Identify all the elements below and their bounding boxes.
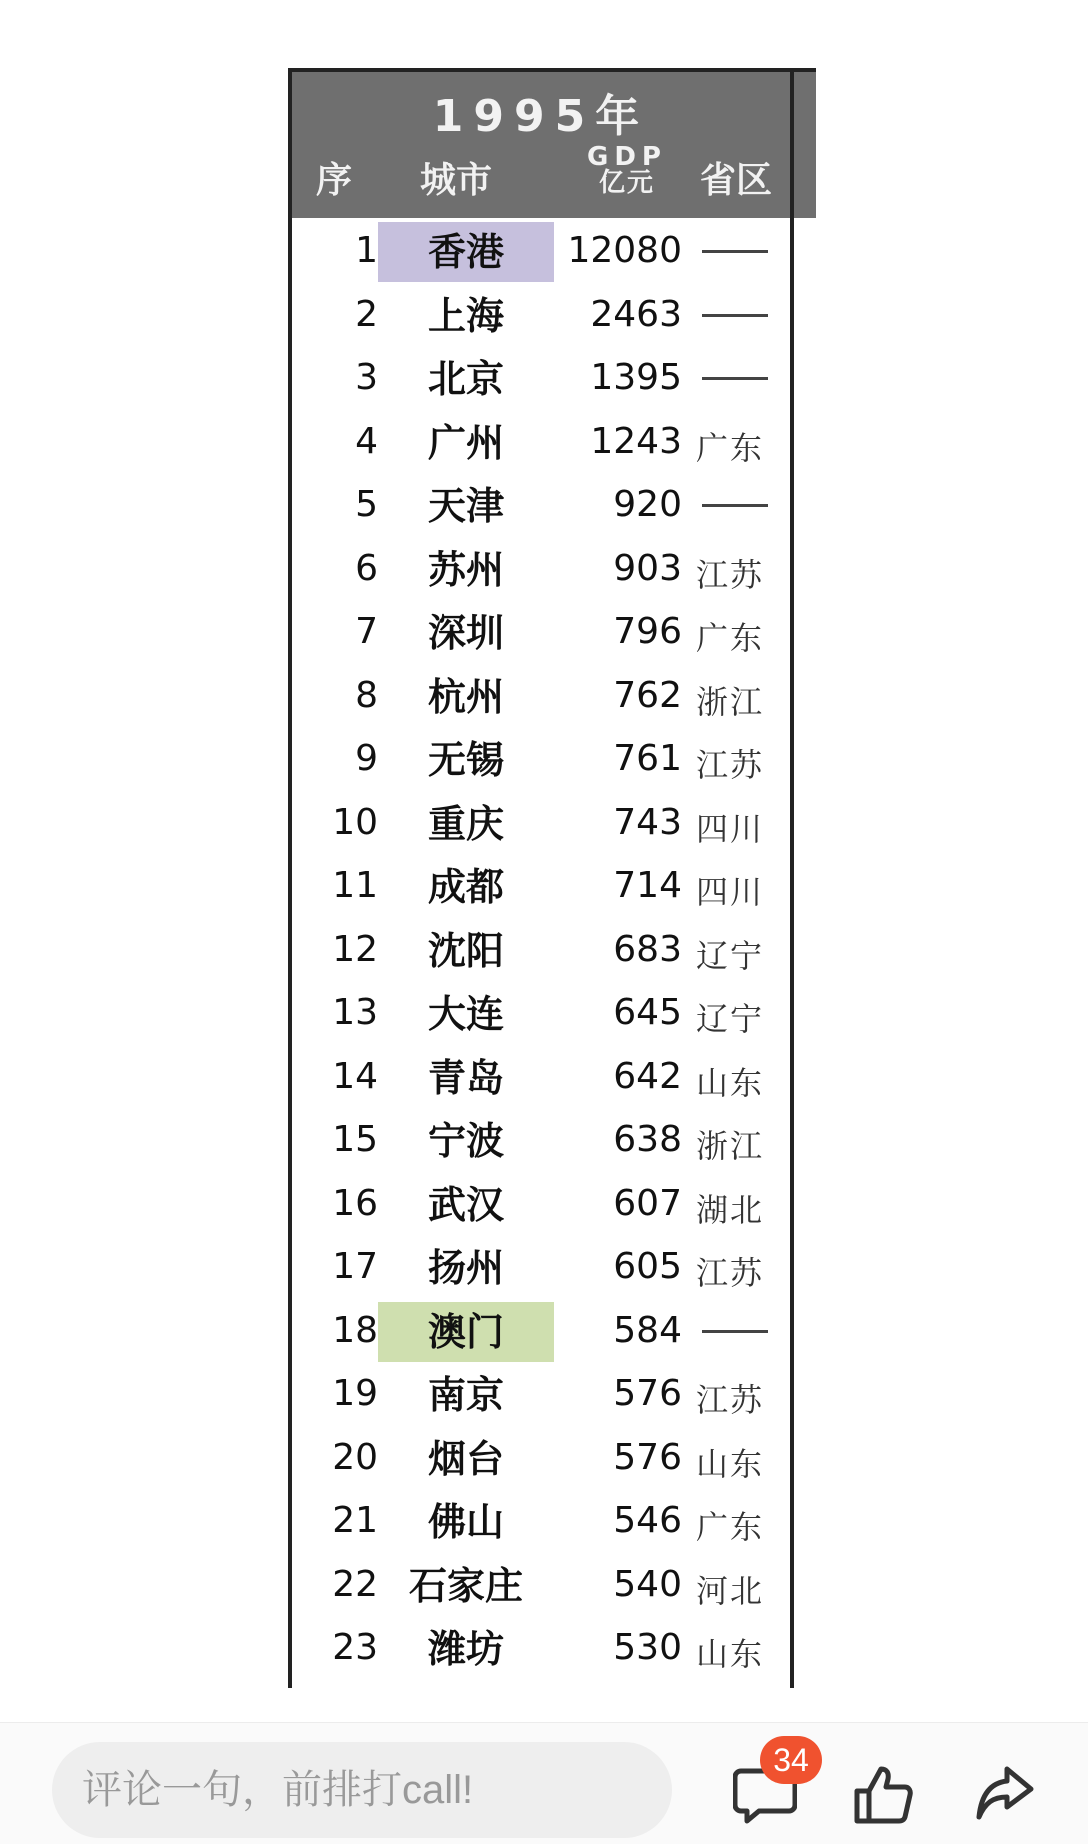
row-city: 上海 xyxy=(427,293,504,338)
header-gdp-label: GDP xyxy=(587,142,667,172)
row-rank: 10 xyxy=(332,801,378,843)
header-rank: 序 xyxy=(316,160,353,201)
table-row xyxy=(292,792,790,856)
row-city: 香港 xyxy=(378,222,554,282)
row-rank: 17 xyxy=(332,1246,378,1287)
table-row xyxy=(292,919,790,983)
table-row xyxy=(292,538,790,602)
row-city: 南京 xyxy=(427,1373,504,1417)
table-row xyxy=(292,284,790,348)
table-row xyxy=(292,220,790,284)
table-row xyxy=(292,665,790,729)
row-rank: 9 xyxy=(355,738,378,779)
row-gdp: 1243 xyxy=(590,420,682,462)
row-gdp: 714 xyxy=(613,865,682,906)
row-rank: 19 xyxy=(332,1373,378,1414)
row-province: 山东 xyxy=(696,1063,765,1102)
row-province: 山东 xyxy=(696,1635,765,1673)
row-city: 青岛 xyxy=(427,1055,504,1100)
row-province: 辽宁 xyxy=(696,936,765,975)
row-gdp: 576 xyxy=(613,1436,682,1478)
row-province: 广东 xyxy=(696,1508,765,1546)
table-row xyxy=(292,1236,790,1300)
row-gdp: 1395 xyxy=(590,357,682,398)
table-row xyxy=(292,728,790,792)
comment-input[interactable] xyxy=(52,1742,672,1838)
table-row xyxy=(292,411,790,475)
row-city: 澳门 xyxy=(378,1302,554,1362)
row-city: 杭州 xyxy=(427,674,504,719)
row-city: 石家庄 xyxy=(408,1563,523,1608)
row-rank: 4 xyxy=(355,420,378,462)
table-row xyxy=(292,1427,790,1491)
table-row xyxy=(292,474,790,538)
row-rank: 12 xyxy=(332,928,378,970)
row-gdp: 920 xyxy=(613,484,682,525)
row-province-dash xyxy=(702,314,768,317)
row-gdp: 796 xyxy=(613,611,682,652)
row-city: 烟台 xyxy=(427,1436,504,1481)
row-city: 深圳 xyxy=(427,611,504,655)
table-row xyxy=(292,601,790,665)
row-province: 浙江 xyxy=(696,682,765,721)
row-gdp: 540 xyxy=(613,1563,682,1605)
row-city: 武汉 xyxy=(427,1182,504,1227)
header-gdp-unit: 亿元 xyxy=(598,168,655,198)
thumbs-up-icon xyxy=(851,1763,915,1827)
row-city: 广州 xyxy=(427,420,504,465)
header-province: 省区 xyxy=(700,160,773,201)
row-gdp: 762 xyxy=(613,674,682,716)
row-gdp: 576 xyxy=(613,1373,682,1414)
row-rank: 13 xyxy=(332,992,378,1033)
table-row xyxy=(292,1617,790,1681)
row-province: 江苏 xyxy=(696,1254,765,1292)
row-province: 河北 xyxy=(696,1571,765,1610)
row-rank: 14 xyxy=(332,1055,378,1097)
row-city: 佛山 xyxy=(427,1500,504,1544)
table-row xyxy=(292,1300,790,1364)
row-province-dash xyxy=(702,250,768,253)
row-rank: 11 xyxy=(332,865,378,906)
row-city: 重庆 xyxy=(427,801,504,846)
row-province: 湖北 xyxy=(696,1190,765,1229)
row-province-dash xyxy=(702,504,768,507)
row-province: 广东 xyxy=(696,619,765,657)
row-province-dash xyxy=(702,377,768,380)
table-row xyxy=(292,1363,790,1427)
row-rank: 6 xyxy=(355,547,378,589)
row-rank: 23 xyxy=(332,1627,378,1668)
row-city: 沈阳 xyxy=(427,928,504,973)
row-city: 潍坊 xyxy=(427,1627,504,1671)
row-province: 广东 xyxy=(696,428,765,467)
row-city: 无锡 xyxy=(427,738,504,782)
header-city: 城市 xyxy=(420,160,493,201)
row-rank: 15 xyxy=(332,1119,378,1160)
table-row xyxy=(292,1490,790,1554)
row-city: 北京 xyxy=(427,357,504,401)
row-city: 宁波 xyxy=(427,1119,504,1163)
table-row xyxy=(292,1046,790,1110)
row-gdp: 645 xyxy=(613,992,682,1033)
table-year-title: 1995年 xyxy=(432,91,650,142)
row-rank: 22 xyxy=(332,1563,378,1605)
row-rank: 2 xyxy=(355,293,378,335)
row-rank: 21 xyxy=(332,1500,378,1541)
row-gdp: 743 xyxy=(613,801,682,843)
row-city: 成都 xyxy=(427,865,504,909)
table-row xyxy=(292,855,790,919)
row-city: 苏州 xyxy=(427,547,504,592)
row-gdp: 607 xyxy=(613,1182,682,1224)
row-rank: 7 xyxy=(355,611,378,652)
row-gdp: 12080 xyxy=(567,230,682,271)
table-row xyxy=(292,1173,790,1237)
row-city: 天津 xyxy=(427,484,504,528)
table-right-border xyxy=(790,68,794,1688)
row-gdp: 584 xyxy=(613,1309,682,1351)
like-button[interactable] xyxy=(840,1752,926,1838)
row-province: 四川 xyxy=(696,873,765,911)
row-gdp: 642 xyxy=(613,1055,682,1097)
row-city: 扬州 xyxy=(427,1246,504,1290)
row-rank: 8 xyxy=(355,674,378,716)
row-province: 江苏 xyxy=(696,1381,765,1419)
row-rank: 3 xyxy=(355,357,378,398)
row-rank: 18 xyxy=(332,1309,378,1351)
row-gdp: 530 xyxy=(613,1627,682,1668)
row-gdp: 605 xyxy=(613,1246,682,1287)
row-rank: 16 xyxy=(332,1182,378,1224)
comment-count-badge: 34 xyxy=(760,1736,822,1784)
row-rank: 1 xyxy=(355,230,378,271)
row-gdp: 903 xyxy=(613,547,682,589)
row-province: 辽宁 xyxy=(696,1000,765,1038)
row-province: 江苏 xyxy=(696,555,765,594)
row-gdp: 683 xyxy=(613,928,682,970)
row-city: 大连 xyxy=(427,992,504,1036)
row-province: 江苏 xyxy=(696,746,765,784)
share-button[interactable] xyxy=(962,1752,1048,1838)
row-rank: 5 xyxy=(355,484,378,525)
table-header xyxy=(292,72,816,218)
row-province: 四川 xyxy=(696,809,765,848)
row-rank: 20 xyxy=(332,1436,378,1478)
row-province: 山东 xyxy=(696,1444,765,1483)
row-gdp: 546 xyxy=(613,1500,682,1541)
table-row xyxy=(292,347,790,411)
row-province: 浙江 xyxy=(696,1127,765,1165)
row-gdp: 638 xyxy=(613,1119,682,1160)
table-row xyxy=(292,1554,790,1618)
row-gdp: 2463 xyxy=(590,293,682,335)
row-province-dash xyxy=(702,1330,768,1333)
share-icon xyxy=(973,1763,1037,1827)
table-row xyxy=(292,1109,790,1173)
row-gdp: 761 xyxy=(613,738,682,779)
header-gdp xyxy=(572,144,682,196)
table-row xyxy=(292,982,790,1046)
